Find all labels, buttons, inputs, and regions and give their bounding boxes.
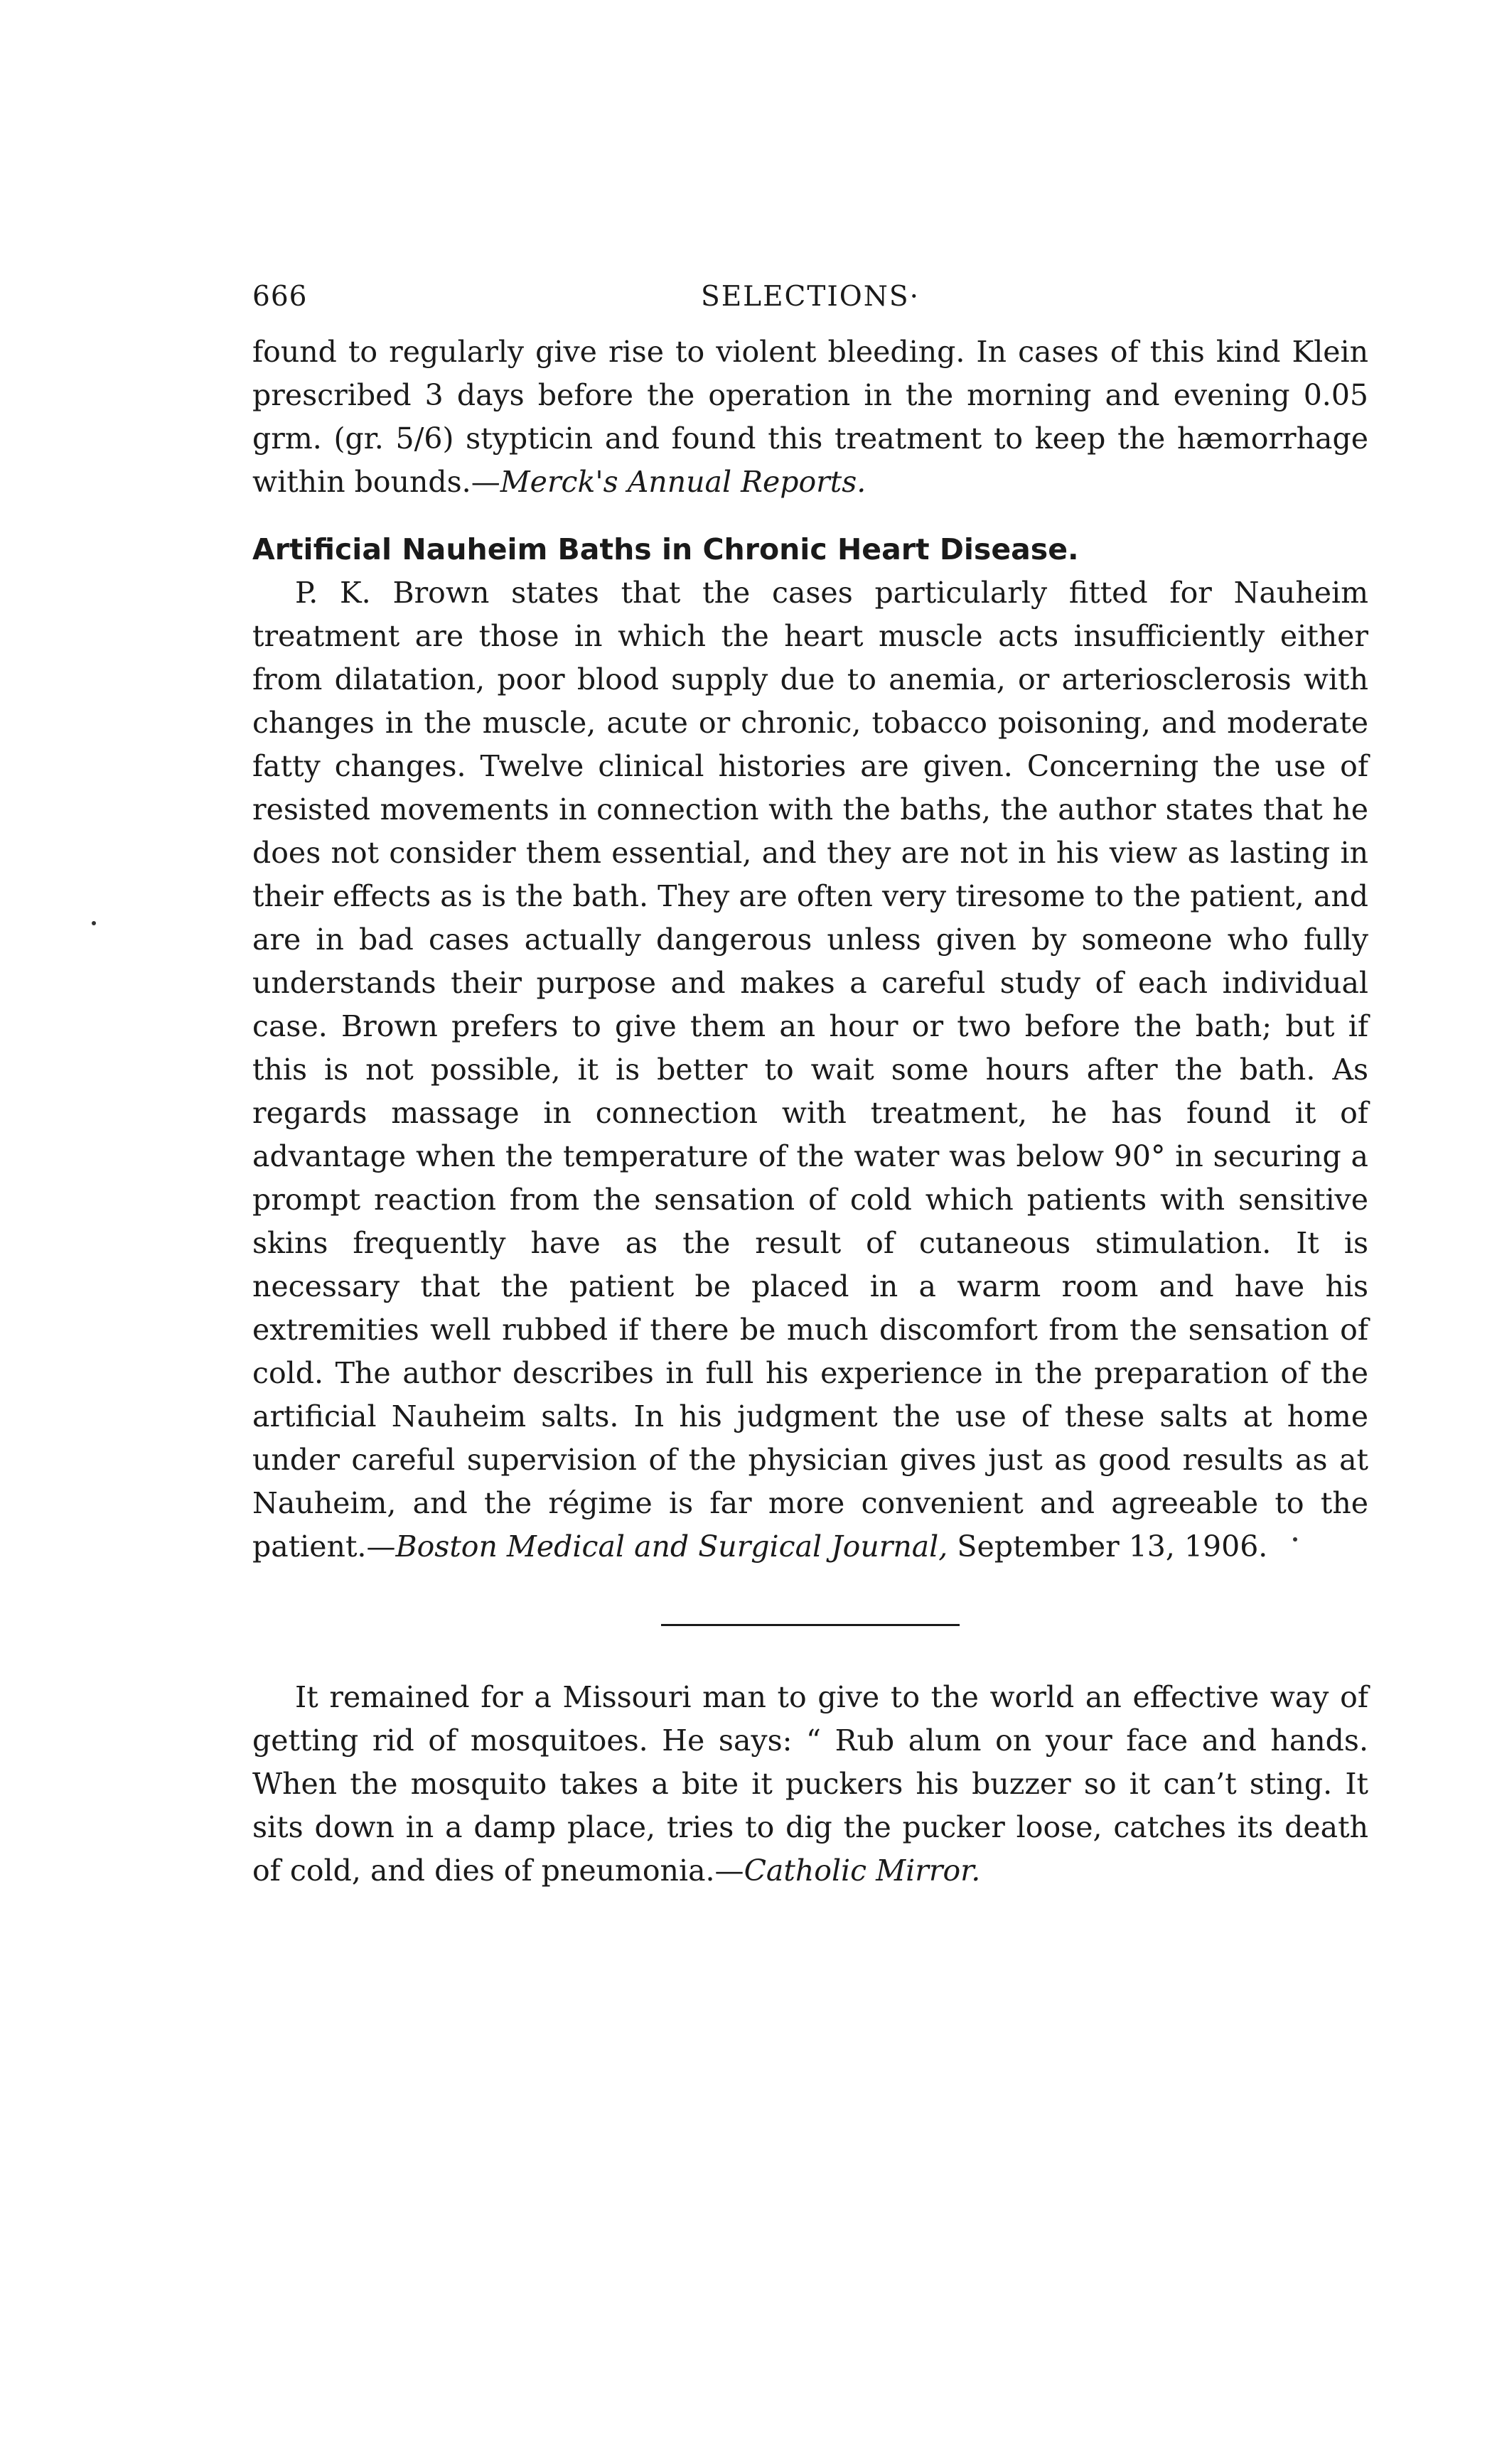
- continued-paragraph: [252, 330, 1368, 504]
- anecdote-paragraph: [252, 1676, 1368, 1893]
- anecdote: [252, 1676, 1368, 1893]
- article-body: [252, 571, 1368, 1569]
- article-paragraph: [252, 571, 1368, 1569]
- article-heading: Artificial Nauheim Baths in Chronic Heart Disease.: [252, 532, 1079, 566]
- article-date: September 13, 1906.: [948, 1529, 1268, 1564]
- stray-mark: [1293, 1537, 1297, 1542]
- running-title: SELECTIONS·: [700, 281, 921, 313]
- anecdote-source: Catholic Mirror.: [744, 1854, 981, 1888]
- page-number: 666: [252, 281, 308, 313]
- continued-source: Merck's Annual Reports.: [500, 465, 866, 499]
- running-head: [252, 281, 1368, 330]
- article-source: Boston Medical and Surgical Journal,: [395, 1529, 948, 1564]
- section-divider: [661, 1624, 960, 1626]
- continued-text: found to regularly give rise to violent bleeding. In cases of this kind Klein prescribed 3 days before the operation in the morning and evening 0.05 grm. (gr. 5/6) stypticin and found this treatment to keep the hæmorrhage within bounds.—: [252, 335, 1368, 499]
- continued-selection: [252, 330, 1368, 504]
- article-text: P. K. Brown states that the cases particularly fitted for Nauheim treatment are those in which the heart muscle acts insufficiently either from dilatation, poor blood supply due to anemia, or arteriosclerosis with changes in the muscle, acute or chronic, tobacco poisoning, and moderate fatty changes. Twelve clinical histories are given. Concerning the use of resisted movements in connection with the baths, the author states that he does not consider them essential, and they are not in his view as lasting in their effects as is the bath. They are often very tiresome to the patient, and are in bad cases actually dangerous unless given by someone who fully understands their purpose and makes a careful study of each individual case. Brown prefers to give them an hour or two before the bath; but if this is not possible, it is better to wait some hours after the bath. As regards massage in connection with treatment, he has found it of advantage when the temperature of the water was below 90° in securing a prompt reaction from the sensation of cold which patients with sensitive skins frequently have as the result of cutaneous stimulation. It is necessary that the patient be placed in a warm room and have his extremities well rubbed if there be much discomfort from the sensation of cold. The author describes in full his experience in the preparation of the artificial Nauheim salts. In his judgment the use of these salts at home under careful supervision of the physician gives just as good results as at Nauheim, and the régime is far more convenient and agreeable to the patient.—: [252, 576, 1368, 1564]
- book-page: [252, 281, 1368, 1893]
- stray-mark: [92, 921, 96, 925]
- anecdote-text: It remained for a Missouri man to give to the world an effective way of getting rid of mosquitoes. He says: “ Rub alum on your face and hands. When the mosquito takes a bite it puckers his buzzer so it can’t sting. It sits down in a damp place, tries to dig the pucker loose, catches its death of cold, and dies of pneumonia.—: [252, 1680, 1368, 1888]
